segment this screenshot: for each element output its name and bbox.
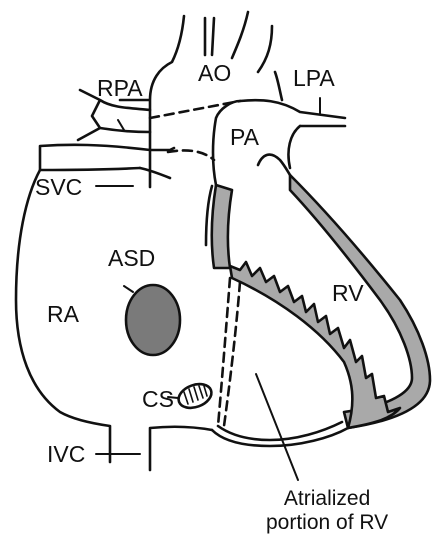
label-rv: RV: [332, 280, 364, 306]
coronary-sinus: [175, 380, 214, 412]
label-svc: SVC: [35, 174, 83, 200]
label-rpa: RPA: [97, 75, 143, 101]
label-pa: PA: [230, 124, 259, 150]
label-atrialized-line2: portion of RV: [266, 511, 389, 535]
label-atrialized-portion: [266, 487, 388, 535]
label-cs: CS: [142, 386, 174, 412]
label-asd: ASD: [108, 245, 156, 271]
right-atrium-outline: [16, 168, 212, 470]
label-atrialized-line1: Atrialized: [283, 487, 371, 510]
septum-dashed-2: [224, 282, 240, 426]
asd-oval: [126, 285, 180, 355]
svc-dashed: [168, 150, 214, 160]
label-lpa: LPA: [293, 65, 335, 91]
svc-outline: [40, 145, 174, 170]
label-ao: AO: [198, 60, 232, 86]
rv-septal-wall: [212, 185, 232, 268]
label-ra: RA: [47, 301, 79, 327]
label-ivc: IVC: [47, 441, 86, 467]
rpa-aorta-connection-dashed: [150, 101, 240, 118]
